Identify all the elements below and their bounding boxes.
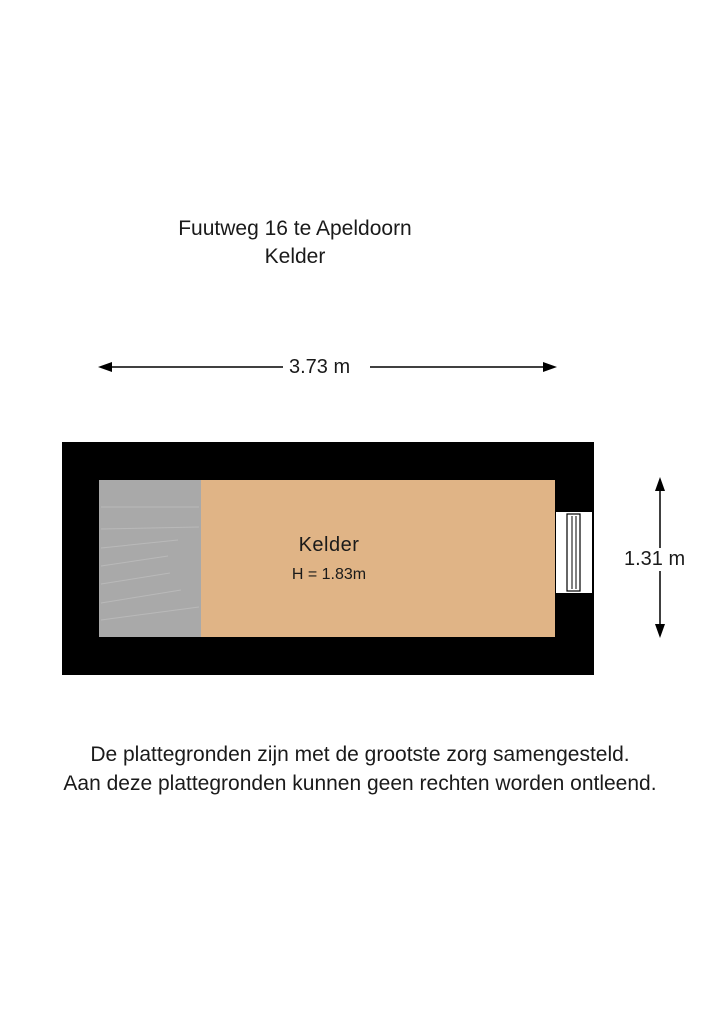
window-frame <box>567 514 580 591</box>
height-dimension-label: 1.31 m <box>624 548 686 570</box>
disclaimer-line-2: Aan deze plattegronden kunnen geen rechten worden ontleend. <box>63 772 657 795</box>
plan-title-address: Fuutweg 16 te Apeldoorn <box>178 217 412 240</box>
stairs <box>99 480 201 637</box>
room-floor <box>201 480 555 637</box>
plan-title-floor: Kelder <box>264 245 326 268</box>
disclaimer-line-1: De plattegronden zijn met de grootste zorg samengesteld. <box>90 743 630 766</box>
room-height-label: H = 1.83m <box>291 566 367 583</box>
room-name-label: Kelder <box>298 534 360 556</box>
width-dimension-label: 3.73 m <box>283 356 356 379</box>
